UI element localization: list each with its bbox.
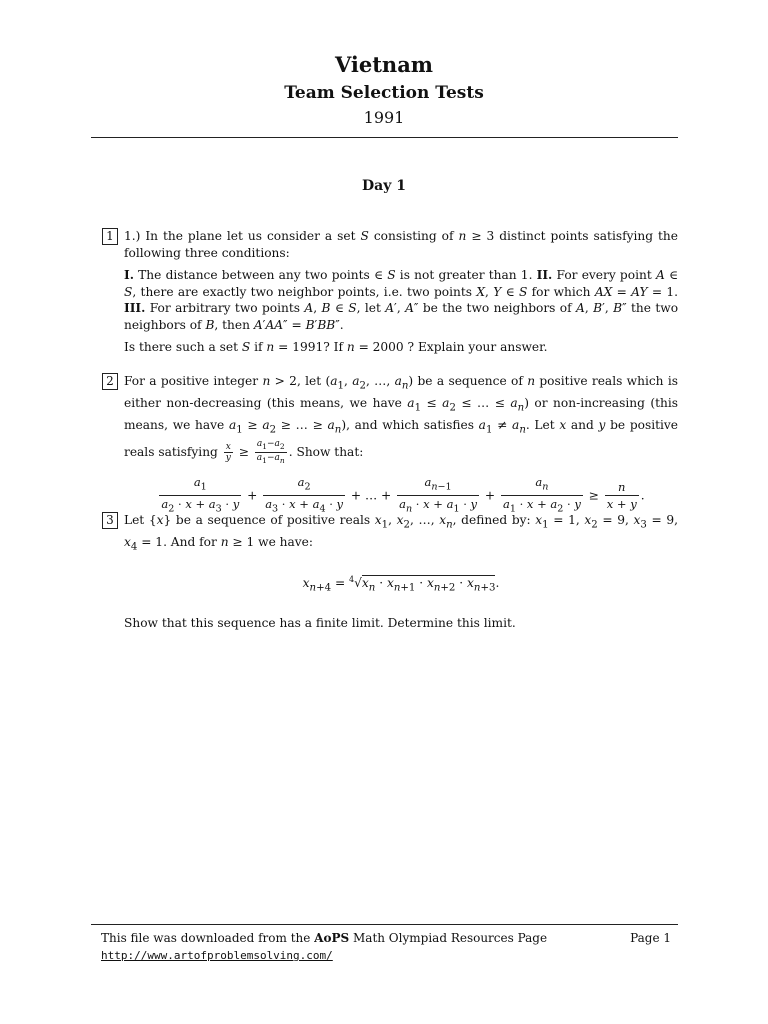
problem-statement: Let {x} be a sequence of positive reals $x_1$, $x_2$, …, $x_n$, defined by: $x_1 = 1$, $x_2 = 9$, $x_3 = 9$, $x_4 = 1$. And for n ≥ 1 we have:: [124, 513, 679, 553]
problem-number-box: 3: [102, 512, 118, 529]
display-recurrence: $x_{n+4} = ^4√x_n \cdot x_{n+1} \cdot x_{n+2} \cdot x_{n+3}$.: [302, 574, 500, 594]
fraction: $\frac{a_1}{a_2 \cdot x + a_3 \cdot y}$: [159, 475, 241, 517]
fraction: $\frac{a_2}{a_3 \cdot x + a_4 \cdot y}$: [263, 475, 345, 517]
problem-1: [102, 228, 678, 362]
fraction: $\frac{x}{y}$: [225, 441, 231, 463]
fraction: $\frac{a_n}{a_1 \cdot x + a_2 \cdot y}$: [501, 475, 583, 517]
page-footer: [101, 929, 671, 965]
problem-body: [124, 373, 678, 517]
problem-intro: 1.) In the plane let us consider a set S consisting of n ≥ 3 distinct points satisfying the following three conditions:: [124, 229, 678, 260]
problem-2: [102, 373, 678, 529]
day-heading: Day 1: [362, 178, 406, 194]
document-title: Vietnam: [334, 52, 434, 77]
page-number: Page 1: [630, 931, 671, 945]
display-inequality: $\frac{a_1}{a_2 \cdot x + a_3 \cdot y}$ + $\frac{a_2}{a_3 \cdot x + a_4 \cdot y}$ + … + $\frac{a_{n-1}}{a_n \cdot x + a_1 \cdot y}$ + $\frac{a_n}{a_1 \cdot x + a_2 \cdot y}$ ≥ $\frac{n}{x + y}$ .: [124, 475, 678, 517]
problem-conclusion: Show that this sequence has a finite limit. Determine this limit.: [124, 615, 516, 630]
footer-divider: [91, 924, 678, 925]
footer-note: This file was downloaded from the AoPS Math Olympiad Resources Page: [101, 931, 548, 945]
problem-conditions: I. The distance between any two points ∈ S is not greater than 1. II. For every point A ∈ S, there are exactly two neighbor points, i.e. two points X, Y ∈ S for which AX = AY = 1. III. For arbitrary two points A, B ∈ S, let A′, A″ be the two neighbors of A, B′, B″ the two neighbors of B, then A′AA″ = B′BB″.: [124, 268, 679, 332]
problem-number-box: 1: [102, 228, 118, 245]
footer-url-link[interactable]: http://www.artofproblemsolving.com/: [101, 949, 333, 962]
fraction: $\frac{n}{x + y}$: [606, 480, 637, 512]
problem-3: [102, 512, 678, 637]
problem-number-box: 2: [102, 373, 118, 390]
document-year: 1991: [363, 108, 405, 127]
problem-body: [124, 228, 678, 356]
problem-question: Is there such a set S if n = 1991? If n = 2000 ? Explain your answer.: [124, 340, 548, 354]
fraction: $\frac{a_1-a_2}{a_1-a_n}$: [256, 438, 285, 465]
header-divider: [91, 137, 678, 138]
fraction: $\frac{a_{n-1}}{a_n \cdot x + a_1 \cdot y}$: [397, 475, 479, 517]
document-subtitle: Team Selection Tests: [284, 83, 484, 103]
problem-body: [124, 512, 678, 631]
problem-statement: For a positive integer n > 2, let ($a_1$, $a_2$, …, $a_n$) be a sequence of n positive reals which is either non-decreasing (this means, we have $a_1 \le a_2$ ≤ … ≤ $a_n$) or non-increasing (this means, we have $a_1 \ge a_2$ ≥ … ≥ $a_n$), and which satisfies $a_1 \ne a_n$. Let x and y be positive reals satisfying $\frac{x}{y}$ ≥ $\frac{a_1-a_2}{a_1-a_n}$ . Show that:: [124, 374, 679, 465]
document-header: [0, 52, 768, 128]
